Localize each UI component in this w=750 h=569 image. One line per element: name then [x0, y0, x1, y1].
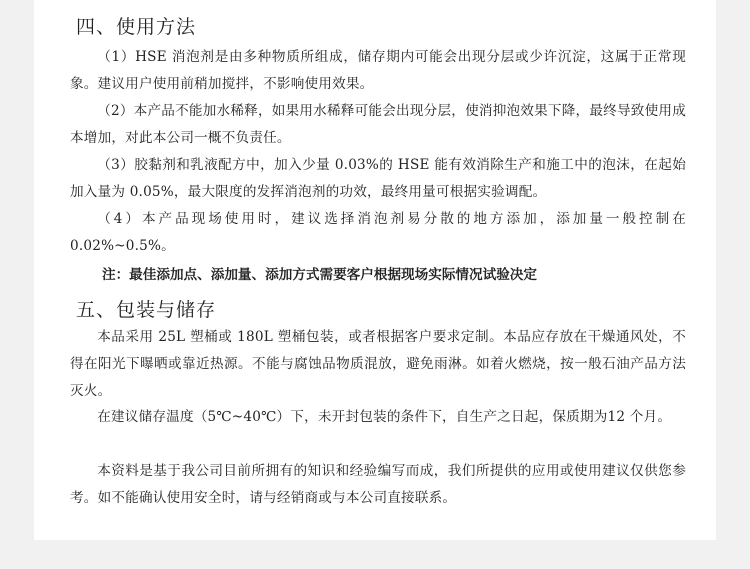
packaging-paragraph: 本品采用 25L 塑桶或 180L 塑桶包装，或者根据客户要求定制。本品应存放在干燥通风处，不得在阳光下曝晒或靠近热源。不能与腐蚀品物质混放，避免雨淋。如着火燃烧，按一般石油产品方法灭火。 — [70, 329, 686, 399]
document-page — [34, 0, 716, 540]
usage-item-1: （1）HSE 消泡剂是由多种物质所组成，储存期内可能会出现分层或少许沉淀，这属于正常现象。建议用户使用前稍加搅拌，不影响使用效果。 — [70, 49, 686, 92]
usage-item-3: （3）胶黏剂和乳液配方中，加入少量 0.03%的 HSE 能有效消除生产和施工中的泡沫，在起始加入量为 0.05%，最大限度的发挥消泡剂的功效，最终用量可根据实验调配。 — [70, 157, 686, 200]
section-5-heading: 五、包装与储存 — [76, 299, 217, 321]
section-4-heading: 四、使用方法 — [76, 16, 197, 38]
usage-note: 注：最佳添加点、添加量、添加方式需要客户根据现场实际情况试验决定 — [102, 267, 537, 283]
usage-item-2: （2）本产品不能加水稀释，如果用水稀释可能会出现分层，使消抑泡效果下降，最终导致使用成本增加，对此本公司一概不负责任。 — [70, 103, 686, 146]
storage-temperature-paragraph: 在建议储存温度（5℃~40℃）下，未开封包装的条件下，自生产之日起，保质期为12 个月。 — [97, 409, 672, 425]
disclaimer-paragraph: 本资料是基于我公司目前所拥有的知识和经验编写而成，我们所提供的应用或使用建议仅供您参考。如不能确认使用安全时，请与经销商或与本公司直接联系。 — [70, 463, 686, 506]
usage-item-4: （4）本产品现场使用时，建议选择消泡剂易分散的地方添加，添加量一般控制在0.02%~0.5%。 — [70, 211, 686, 254]
